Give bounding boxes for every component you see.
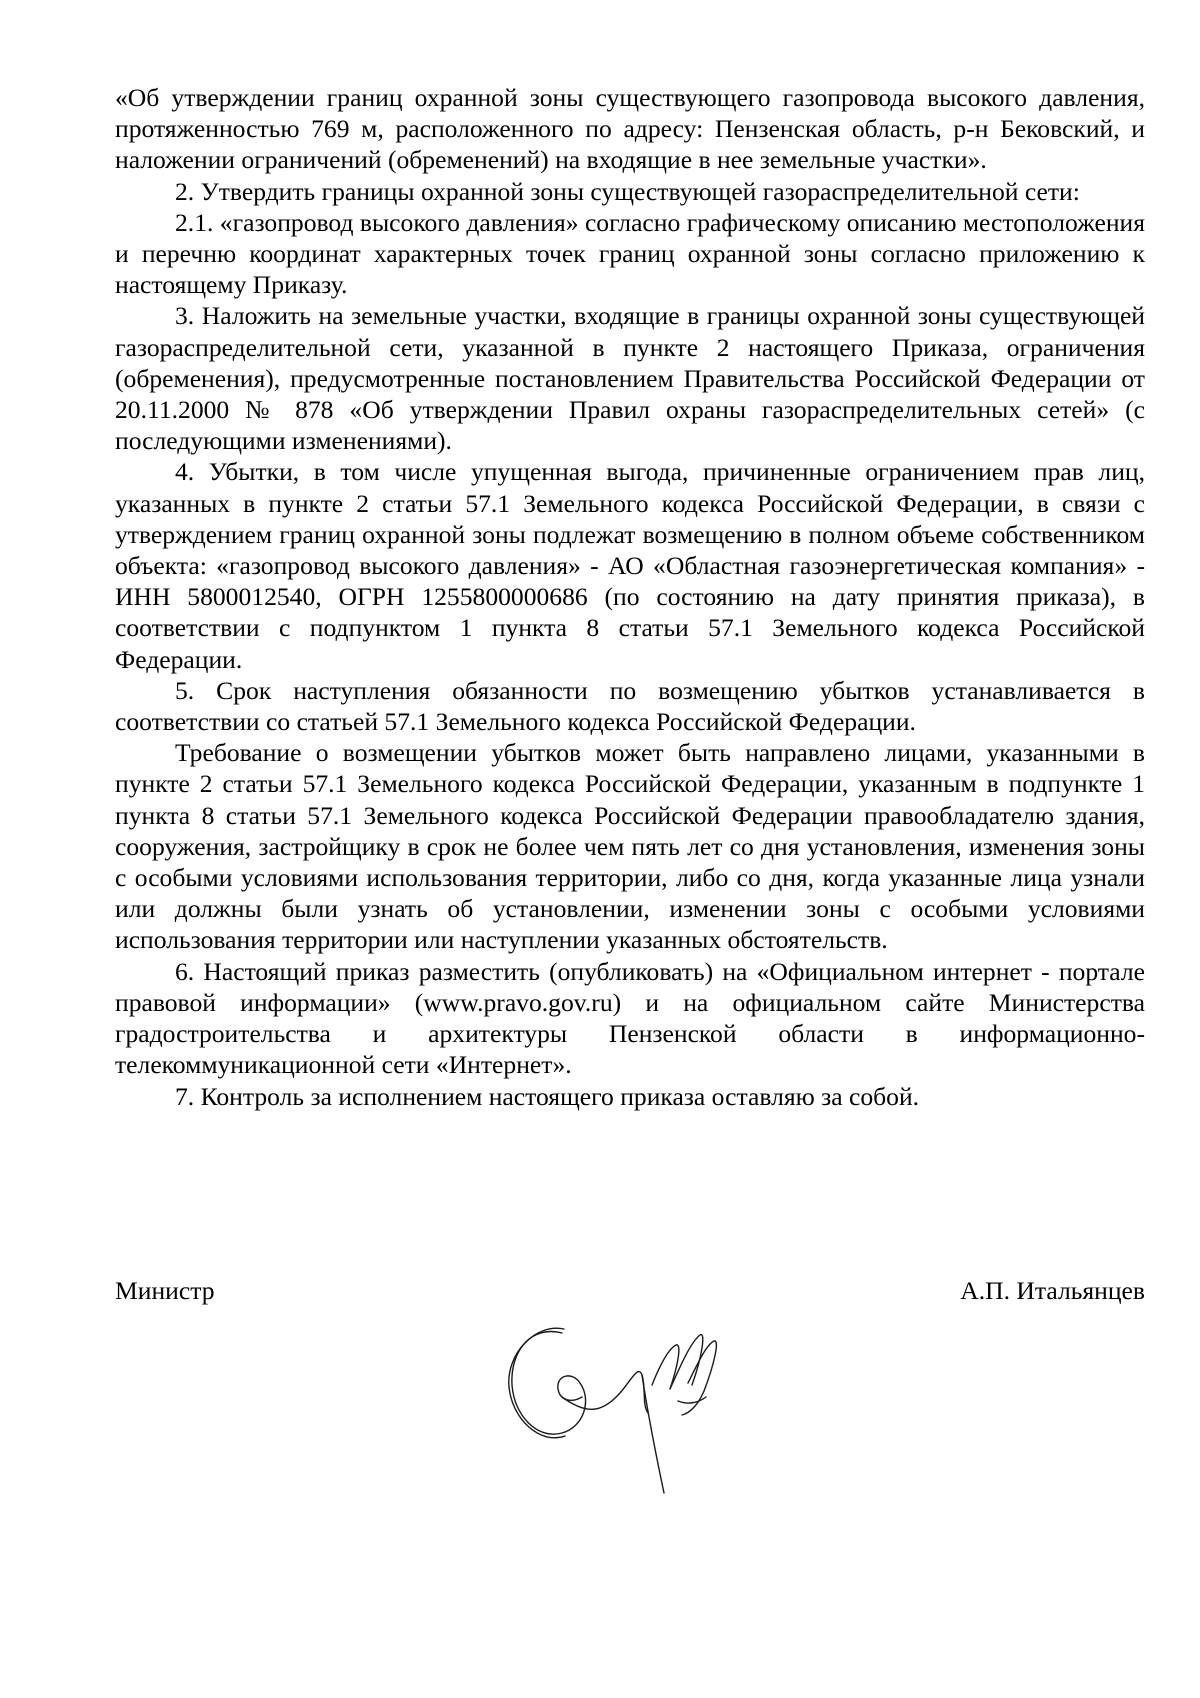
paragraph-item-7: 7. Контроль за исполнением настоящего приказа оставляю за собой.	[175, 1081, 920, 1111]
signature-loop-stroke-2	[509, 1328, 565, 1438]
paragraph-item-2: 2. Утвердить границы охранной зоны существующей газораспределительной сети:	[175, 176, 1080, 206]
paragraph-order-title-continuation: «Об утверждении границ охранной зоны существующего газопровода высокого давления, протяженностью 769 м, расположенного по адресу: Пензенская область, р-н Бековский, и наложении ограничений (обременений) на входящие в нее земельные участки».	[115, 83, 1145, 175]
paragraph-item-2-1: 2.1. «газопровод высокого давления» согласно графическому описанию местоположения и перечню координат характерных точек границ охранной зоны согласно приложению к настоящему Приказу.	[115, 207, 1145, 300]
paragraph-item-4: 4. Убытки, в том числе упущенная выгода, причиненные ограничением прав лиц, указанных в пункте 2 статьи 57.1 Земельного кодекса Российской Федерации, в связи с утверждением границ охранной зоны подлежат возмещению в полном объеме собственником объекта: «газопровод высокого давления» - АО «Областная газоэнергетическая компания» - ИНН 5800012540, ОГРН 1255800000686 (по состоянию на дату принятия приказа), в соответствии с подпунктом 1 пункта 8 статьи 57.1 Земельного кодекса Российской Федерации.	[115, 457, 1145, 674]
handwritten-signature-icon	[492, 1305, 772, 1505]
signer-position: Министр	[115, 1276, 215, 1305]
paragraph-item-3: 3. Наложить на земельные участки, входящие в границы охранной зоны существующей газораспределительной сети, указанной в пункте 2 настоящего Приказа, ограничения (обременения), предусмотренные постановлением Правительства Российской Федерации от 20.11.2000 № 878 «Об утверждении Правил охраны газораспределительных сетей» (с последующими изменениями).	[115, 301, 1145, 456]
paragraph-item-5: 5. Срок наступления обязанности по возмещению убытков устанавливается в соответствии со статьей 57.1 Земельного кодекса Российской Федерации.	[115, 675, 1145, 737]
paragraph-damages-claim: Требование о возмещении убытков может быть направлено лицами, указанными в пункте 2 статьи 57.1 Земельного кодекса Российской Федерации, указанным в подпункте 1 пункта 8 статьи 57.1 Земельного кодекса Российской Федерации правообладателю здания, сооружения, застройщику в срок не более чем пять лет со дня установления, изменения зоны с особыми условиями использования территории, либо со дня, когда указанные лица узнали или должны были узнать об установлении, изменении зоны с особыми условиями использования территории или наступлении указанных обстоятельств.	[115, 738, 1145, 955]
signer-name: А.П. Итальянцев	[960, 1276, 1145, 1305]
signature-loop-stroke	[512, 1332, 586, 1435]
document-body	[115, 82, 1145, 1112]
signature-descender-stroke	[642, 1375, 664, 1493]
signature-upstroke-1	[652, 1345, 679, 1389]
paragraph-item-6: 6. Настоящий приказ разместить (опубликовать) на «Официальном интернет - портале правовой информации» (www.pravo.gov.ru) и на официальном сайте Министерства градостроительства и архитектуры Пензенской области в информационно-телекоммуникационной сети «Интернет».	[115, 956, 1145, 1080]
signature-tail-stroke	[678, 1397, 706, 1403]
